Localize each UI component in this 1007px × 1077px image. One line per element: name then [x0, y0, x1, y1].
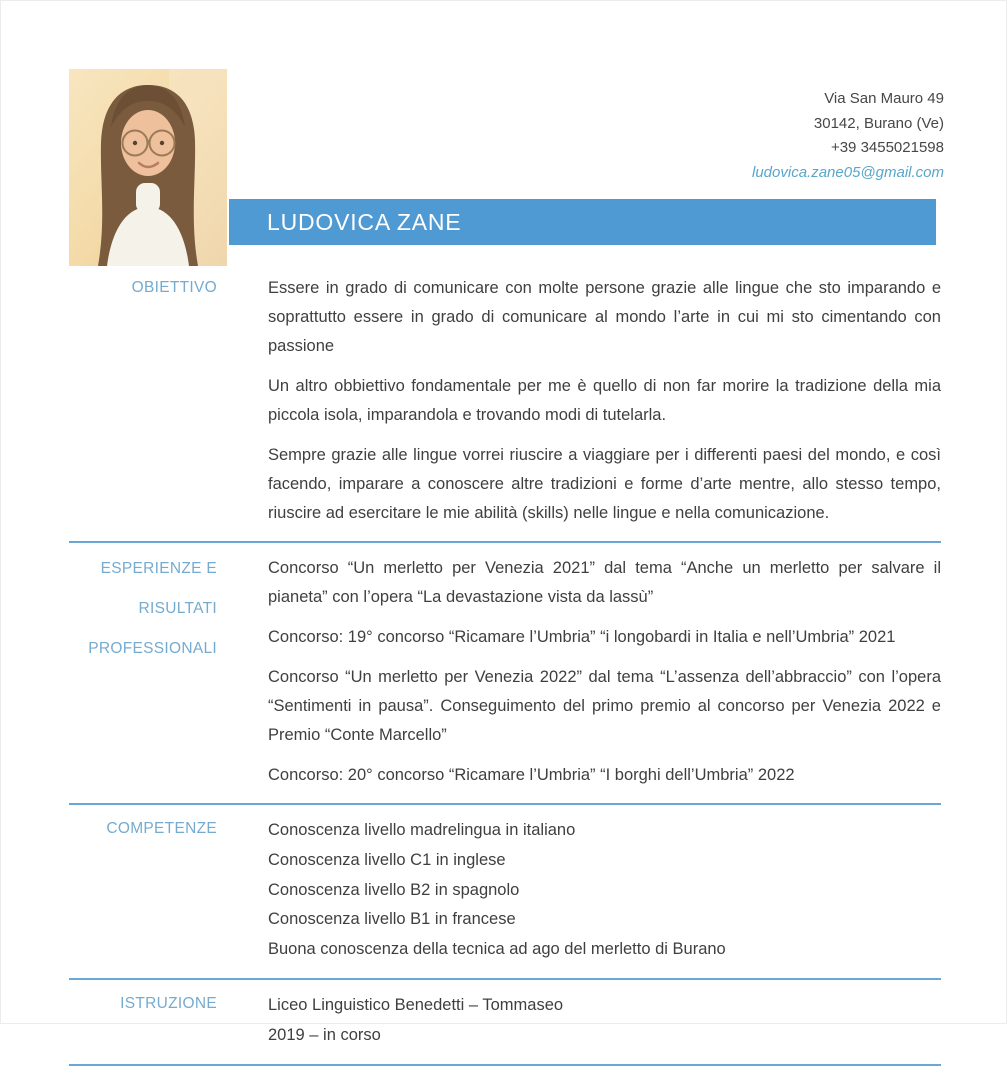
- esperienze-paragraph: Concorso: 19° concorso “Ricamare l’Umbria” “i longobardi in Italia e nell’Umbria” 2021: [268, 628, 896, 646]
- section-divider: [69, 1064, 941, 1066]
- istruzione-item: 2019 – in corso: [268, 1025, 381, 1044]
- contact-address-line2: 30142, Burano (Ve): [813, 114, 944, 132]
- section-divider: [69, 541, 941, 543]
- obiettivo-paragraph: Sempre grazie alle lingue vorrei riuscire a viaggiare per i differenti paesi del mondo, e così facendo, imparare a conoscere altre tradizioni e forme d’arte mentre, allo stesso tempo, riuscire ad esercitare le mie abilità (skills) nelle lingue e nella comunicazione.: [268, 446, 941, 522]
- contact-email-link[interactable]: ludovica.zane05@gmail.com: [752, 163, 944, 181]
- section-esperienze: [69, 554, 941, 790]
- competenze-item: Conoscenza livello madrelingua in italiano: [268, 821, 576, 839]
- competenze-item: Conoscenza livello B2 in spagnolo: [268, 880, 520, 899]
- portrait-photo: [69, 69, 227, 266]
- competenze-item: Conoscenza livello B1 in francese: [268, 910, 516, 929]
- contact-phone: +39 3455021598: [830, 139, 944, 156]
- name-title-bar: [229, 199, 936, 245]
- contact-address-line1: Via San Mauro 49: [824, 90, 944, 107]
- resume-body: [69, 274, 941, 1077]
- section-label-text: ESPERIENZE E: [100, 560, 217, 577]
- section-content-istruzione: [268, 991, 941, 1051]
- section-divider: [69, 978, 941, 980]
- section-label-obiettivo: [69, 274, 217, 528]
- esperienze-paragraph: Concorso “Un merletto per Venezia 2021” dal tema “Anche un merletto per salvare il pianeta” con l’opera “La devastazione vista da lassù”: [268, 559, 941, 606]
- section-label-text: PROFESSIONALI: [88, 640, 217, 657]
- obiettivo-paragraph: Essere in grado di comunicare con molte persone grazie alle lingue che sto imparando e soprattutto essere in grado di comunicare al mondo l’arte in cui mi sto cimentando con passione: [268, 279, 941, 355]
- section-divider: [69, 803, 941, 805]
- section-label-istruzione: [69, 991, 217, 1051]
- section-label-text: RISULTATI: [138, 600, 217, 617]
- section-label-text: ISTRUZIONE: [120, 994, 217, 1012]
- obiettivo-paragraph: Un altro obbiettivo fondamentale per me è quello di non far morire la tradizione della mia piccola isola, imparandola e trovando modi di tutelarla.: [268, 377, 941, 424]
- person-name: LUDOVICA ZANE: [267, 208, 462, 235]
- section-obiettivo: [69, 274, 941, 528]
- section-label-competenze: [69, 816, 217, 965]
- esperienze-paragraph: Concorso “Un merletto per Venezia 2022” dal tema “L’assenza dell’abbraccio” con l’opera “Sentimenti in pausa”. Conseguimento del primo premio al concorso per Venezia 2022 e Premio “Conte Marcello”: [268, 668, 941, 744]
- section-istruzione: [69, 991, 941, 1051]
- section-label-text: COMPETENZE: [106, 820, 217, 837]
- istruzione-item: Liceo Linguistico Benedetti – Tommaseo: [268, 995, 564, 1014]
- competenze-item: Conoscenza livello C1 in inglese: [268, 850, 506, 869]
- competenze-item: Buona conoscenza della tecnica ad ago del merletto di Burano: [268, 940, 726, 959]
- section-label-text: OBIETTIVO: [131, 279, 217, 296]
- contact-block: [752, 87, 944, 185]
- section-content-competenze: [268, 816, 941, 965]
- section-competenze: [69, 816, 941, 965]
- portrait-photo-graphic: [69, 69, 227, 266]
- section-content-obiettivo: [268, 274, 941, 528]
- esperienze-paragraph: Concorso: 20° concorso “Ricamare l’Umbria” “I borghi dell’Umbria” 2022: [268, 766, 795, 784]
- section-content-esperienze: [268, 554, 941, 790]
- section-label-esperienze: [69, 554, 217, 790]
